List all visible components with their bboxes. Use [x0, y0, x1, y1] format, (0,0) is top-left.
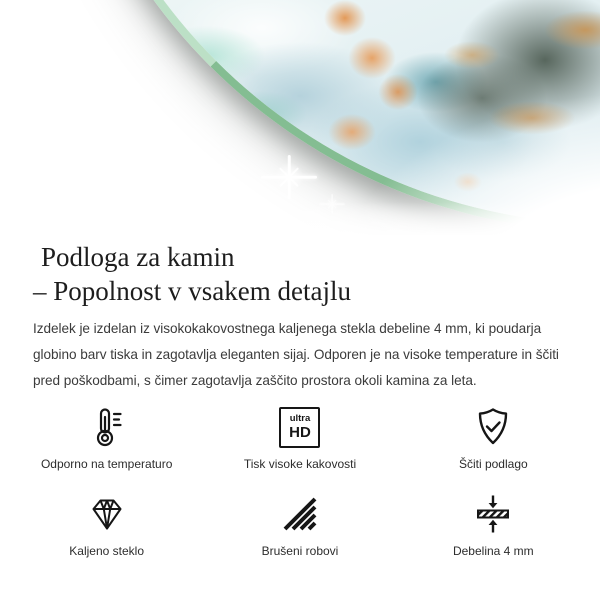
feature-grid — [10, 404, 590, 558]
shield-check-icon — [471, 404, 515, 450]
feature-label: Tisk visoke kakovosti — [243, 457, 357, 471]
ultra-hd-badge-top-text: ultra — [289, 413, 311, 425]
feature-item — [203, 491, 396, 558]
thickness-icon — [471, 491, 515, 537]
feature-item — [397, 491, 590, 558]
ultra-hd-badge — [279, 407, 320, 448]
feature-label: Odporno na temperaturo — [40, 457, 173, 471]
feature-item — [397, 404, 590, 471]
glass-panel — [45, 0, 600, 232]
feature-label: Debelina 4 mm — [452, 544, 534, 558]
beveled-edges-icon — [278, 491, 322, 537]
feature-item — [10, 491, 203, 558]
title-line-2: – Popolnost v vsakem detajlu — [33, 276, 351, 306]
feature-label: Kaljeno steklo — [69, 544, 145, 558]
product-image — [0, 0, 600, 235]
ultra-hd-icon — [279, 404, 320, 450]
marble-print — [45, 0, 600, 232]
product-description: Izdelek je izdelan iz visokokakovostnega kaljenega stekla debeline 4 mm, ki poudarja globino barv tiska in zagotavlja eleganten sijaj. Odporen je na visoke temperature in ščiti pred poškodbami, s čimer zagotavlja zaščito prostora okoli kamina za leta. — [33, 321, 559, 388]
feature-label: Ščiti podlago — [458, 457, 528, 471]
feature-label: Brušeni robovi — [261, 544, 339, 558]
diamond-icon — [85, 491, 129, 537]
ultra-hd-badge-bottom-text: HD — [289, 423, 311, 441]
title-line-1: Podloga za kamin — [41, 242, 235, 272]
feature-item — [10, 404, 203, 471]
feature-item — [203, 404, 396, 471]
page-title — [33, 240, 600, 308]
thermometer-icon — [85, 404, 129, 450]
